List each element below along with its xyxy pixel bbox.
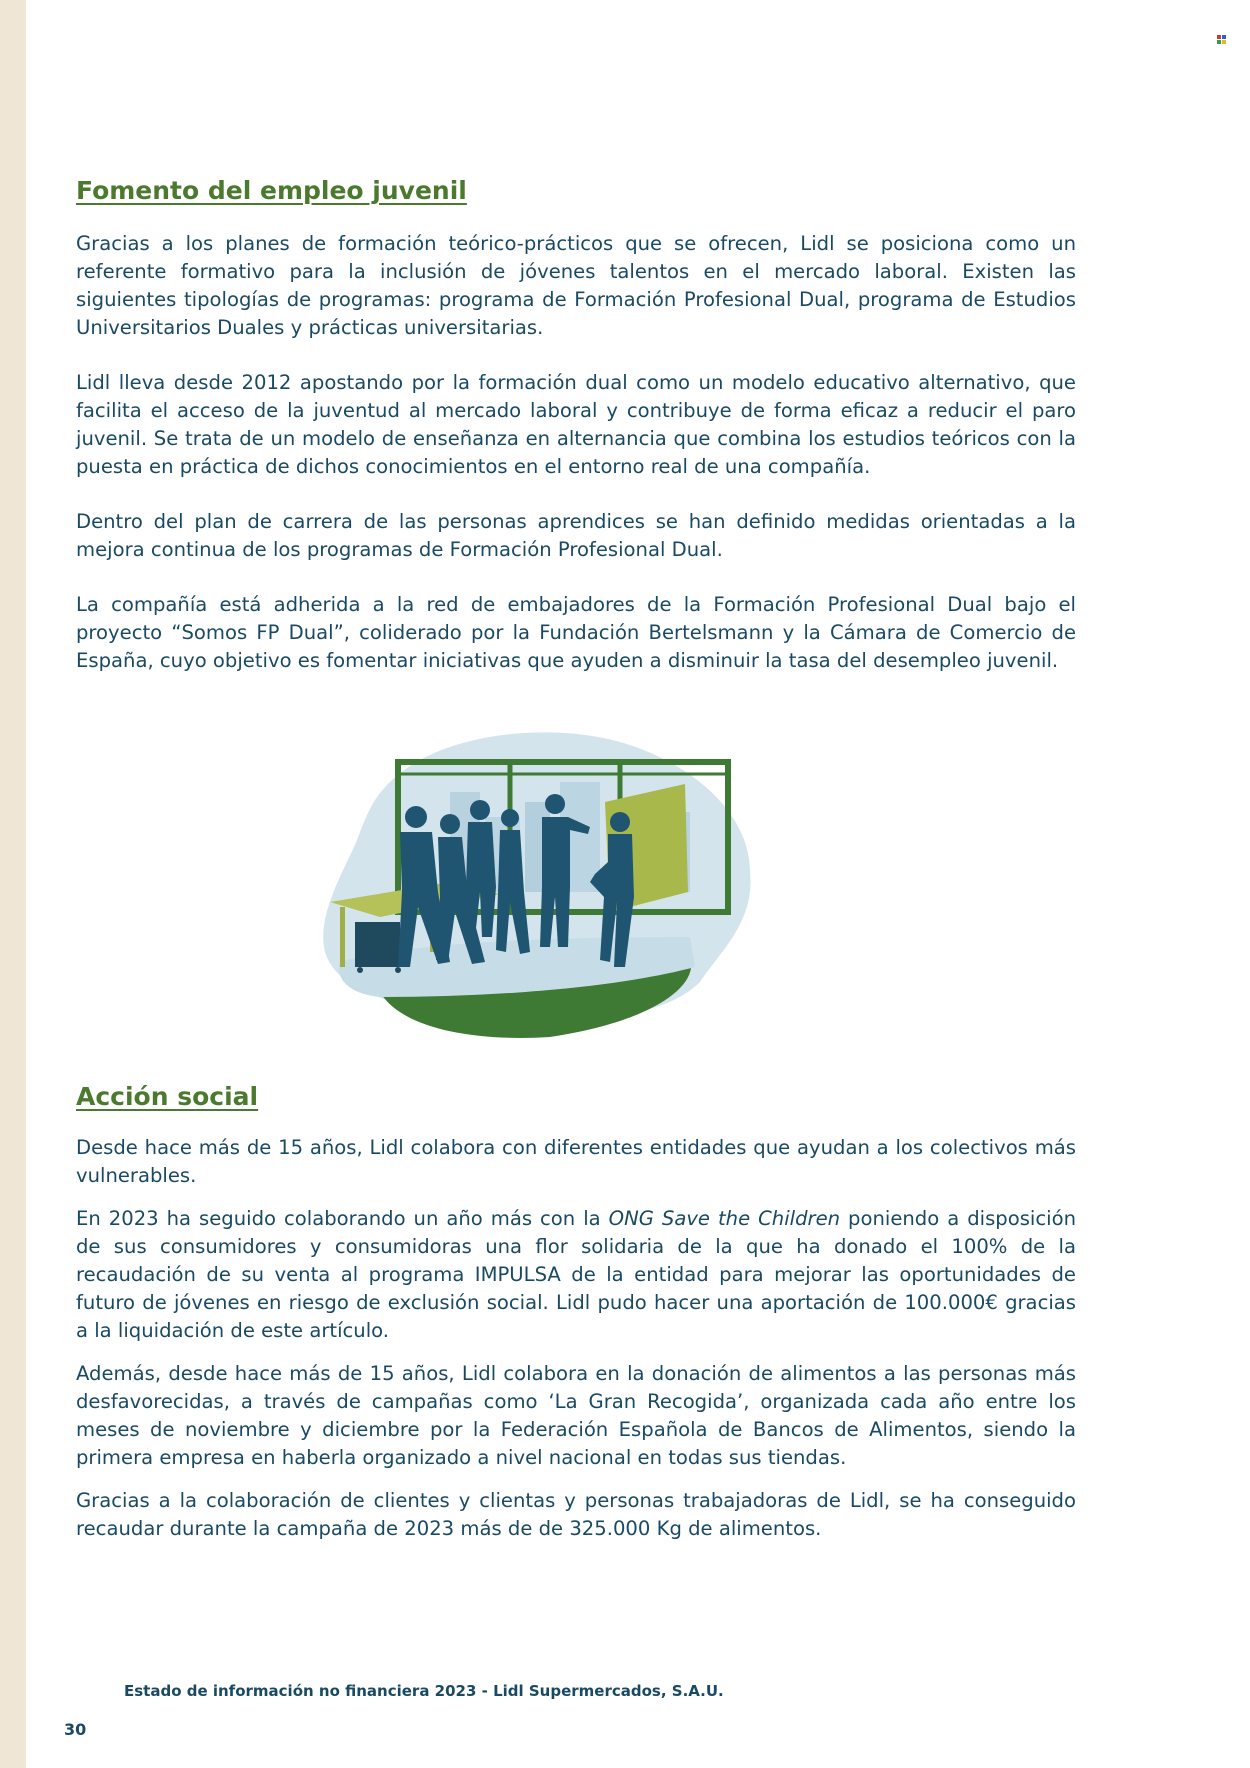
social-paragraph-2-ngo: ONG Save the Children [608, 1207, 841, 1230]
section-social-action [76, 1080, 1076, 1558]
paragraph-1: Gracias a los planes de formación teórico-prácticos que se ofrecen, Lidl se posiciona como un referente formativo para la inclusión de jóvenes talentos en el mercado laboral. Existen las siguientes tipologías de programas: programa de Formación Profesional Dual, programa de Estudios Universitarios Duales y prácticas universitarias. [76, 232, 1076, 339]
social-paragraph-2-end: poniendo a disposición de sus consumidores y consumidoras una flor solidaria de la que ha donado el 100% de la recaudación de su venta al programa IMPULSA de la entidad para mejorar las oportunidades de futuro de jóvenes en riesgo de exclusión social. Lidl pudo hacer una aportación de 100.000€ gracias a la liquidación de este artículo. [76, 1207, 1076, 1342]
page-number: 30 [64, 1720, 87, 1739]
social-paragraph-4: Gracias a la colaboración de clientes y clientas y personas trabajadoras de Lidl, se ha conseguido recaudar durante la campaña de 2023 más de de 325.000 Kg de alimentos. [76, 1489, 1076, 1540]
social-paragraph-3: Además, desde hace más de 15 años, Lidl colabora en la donación de alimentos a las personas más desfavorecidas, a través de campañas como ‘La Gran Recogida’, organizada cada año entre los meses de noviembre y diciembre por la Federación Española de Bancos de Alimentos, siendo la primera empresa en haberla organizado a nivel nacional en todas sus tiendas. [76, 1362, 1076, 1469]
footer-report-title: Estado de información no financiera 2023 - Lidl Supermercados, S.A.U. [124, 1682, 724, 1700]
section-title-youth-employment: Fomento del empleo juvenil [76, 176, 467, 205]
corner-mark-icon [1217, 35, 1226, 44]
paragraph-3: Dentro del plan de carrera de las personas aprendices se han definido medidas orientadas a la mejora continua de los programas de Formación Profesional Dual. [76, 510, 1076, 561]
paragraph-2: Lidl lleva desde 2012 apostando por la formación dual como un modelo educativo alternativo, que facilita el acceso de la juventud al mercado laboral y contribuye de forma eficaz a reducir el paro juvenil. Se trata de un modelo de enseñanza en alternancia que combina los estudios teóricos con la puesta en práctica de dichos conocimientos en el entorno real de una compañía. [76, 371, 1076, 478]
paragraph-4: La compañía está adherida a la red de embajadores de la Formación Profesional Dual bajo el proyecto “Somos FP Dual”, coliderado por la Fundación Bertelsmann y la Cámara de Comercio de España, cuyo objetivo es fomentar iniciativas que ayuden a disminuir la tasa del desempleo juvenil. [76, 593, 1076, 672]
social-paragraph-2-start: En 2023 ha seguido colaborando un año más con la [76, 1207, 609, 1230]
side-strip [0, 0, 26, 1768]
social-paragraph-2 [76, 1205, 1076, 1345]
office-illustration [320, 722, 760, 1042]
section-title-social-action: Acción social [76, 1082, 259, 1111]
social-paragraph-1: Desde hace más de 15 años, Lidl colabora con diferentes entidades que ayudan a los colectivos más vulnerables. [76, 1136, 1076, 1187]
section-youth-employment [76, 174, 1076, 702]
